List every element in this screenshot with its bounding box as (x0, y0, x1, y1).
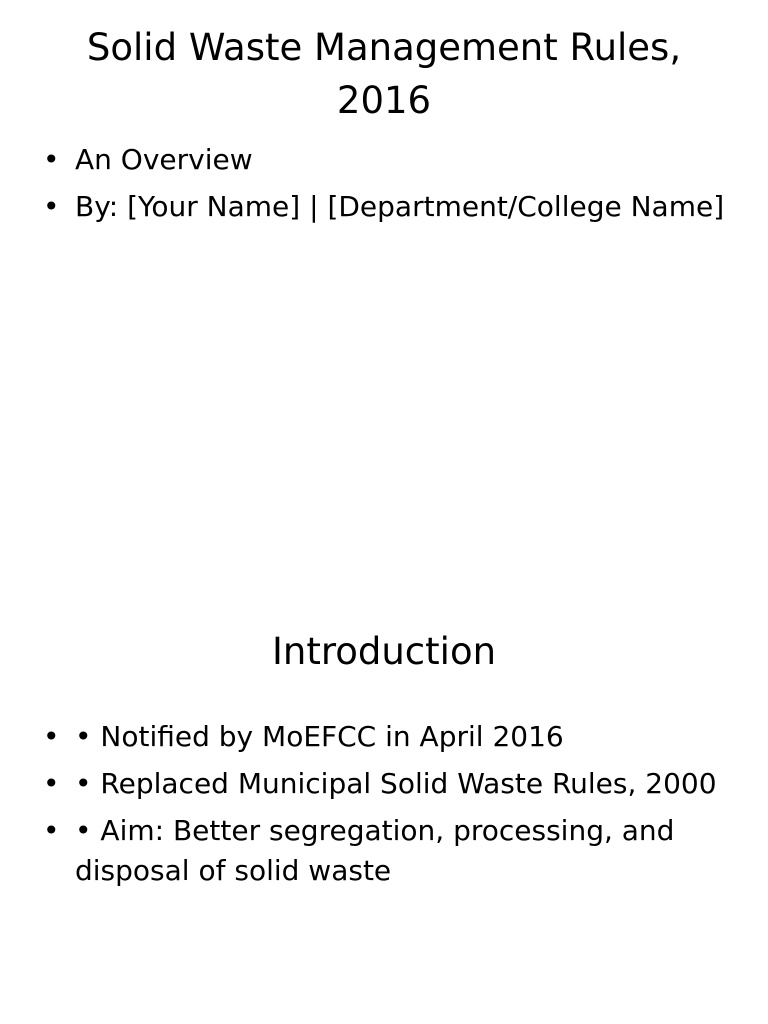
bullet-list (40, 717, 730, 898)
list-item (40, 187, 730, 227)
bullet-icon: • (43, 190, 60, 223)
bullet-text: • Notified by MoEFCC in April 2016 (75, 720, 564, 753)
bullet-text: • Replaced Municipal Solid Waste Rules, 2000 (75, 767, 717, 800)
list-item (40, 764, 730, 804)
slide-introduction (0, 512, 768, 1024)
list-item (40, 717, 730, 757)
bullet-icon: • (43, 143, 60, 176)
list-item (40, 140, 730, 180)
bullet-icon: • (43, 814, 60, 847)
slide-title: Introduction (271, 630, 497, 673)
list-item (40, 811, 730, 891)
bullet-text: • Aim: Better segregation, processing, and disposal of solid waste (75, 814, 675, 887)
bullet-list (40, 140, 730, 234)
slide-title: Solid Waste Management Rules, 2016 (86, 26, 682, 122)
bullet-icon: • (43, 767, 60, 800)
bullet-icon: • (43, 720, 60, 753)
bullet-text: An Overview (75, 143, 253, 176)
bullet-text: By: [Your Name] | [Department/College Name] (75, 190, 725, 223)
